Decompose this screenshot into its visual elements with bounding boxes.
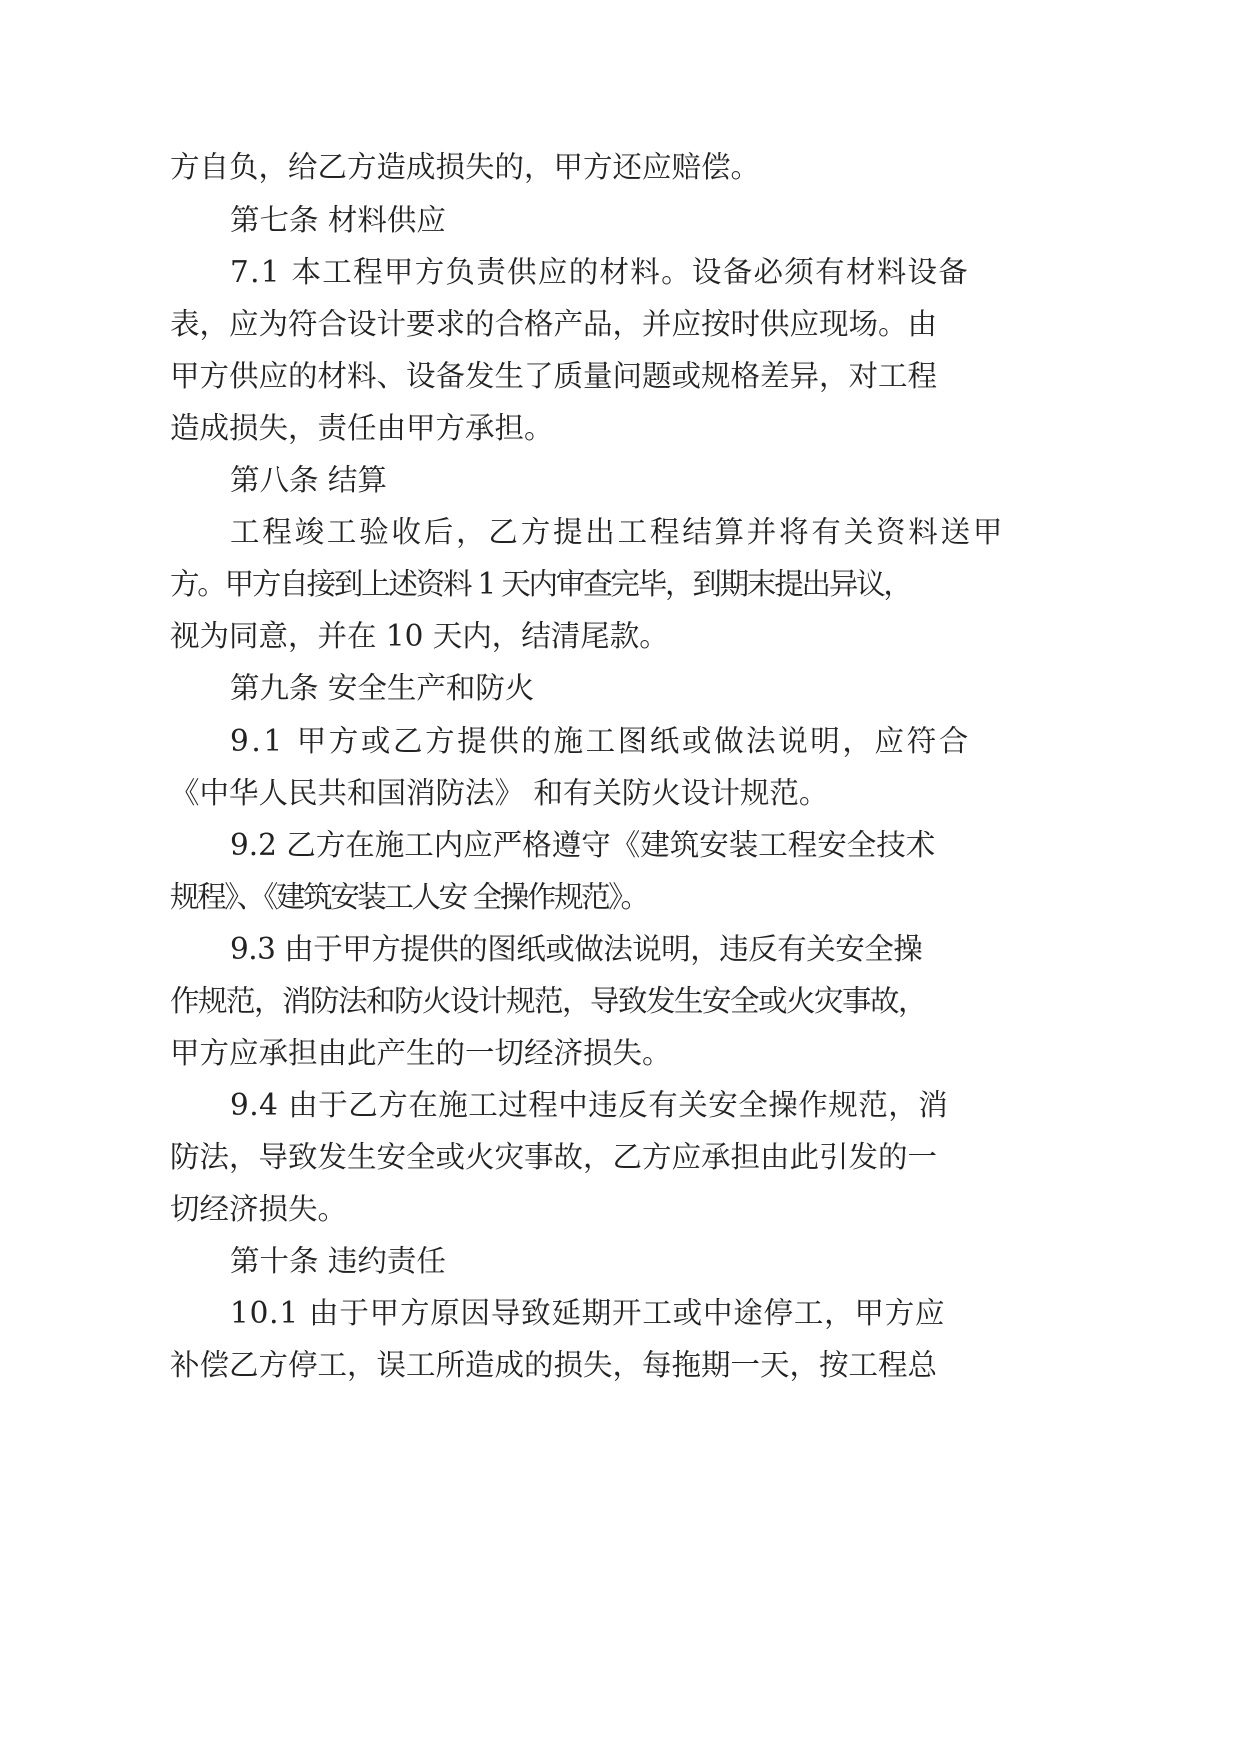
text-line: 9.3 由于甲方提供的图纸或做法说明，违反有关安全操: [230, 932, 923, 966]
text-line: 方。甲方自接到上述资料 1 天内审查完毕，到期末提出异议，: [170, 567, 911, 601]
text-line: 切经济损失。: [170, 1192, 348, 1226]
text-line: 甲方应承担由此产生的一切经济损失。: [170, 1036, 672, 1070]
text-line: 规程》、《建筑安装工人安 全操作规范》。: [170, 880, 648, 914]
text-line: 9.4 由于乙方在施工过程中违反有关安全操作规范，消: [230, 1088, 949, 1122]
text-line: 视为同意，并在 10 天内，结清尾款。: [170, 619, 669, 653]
article-heading: 第七条 材料供应: [230, 203, 446, 237]
article-heading: 第八条 结算: [230, 463, 387, 497]
text-line: 10.1 由于甲方原因导致延期开工或中途停工，甲方应: [230, 1296, 946, 1330]
text-line: 工程竣工验收后，乙方提出工程结算并将有关资料送甲: [230, 515, 1006, 549]
article-heading: 第十条 违约责任: [230, 1244, 446, 1278]
text-line: 作规范，消防法和防火设计规范，导致发生安全或火灾事故，: [170, 984, 927, 1018]
text-line: 7.1 本工程甲方负责供应的材料。设备必须有材料设备: [230, 255, 970, 289]
article-heading: 第九条 安全生产和防火: [230, 671, 535, 705]
text-line: 防法，导致发生安全或火灾事故，乙方应承担由此引发的一: [170, 1140, 938, 1174]
text-line: 补偿乙方停工，误工所造成的损失，每拖期一天，按工程总: [170, 1348, 938, 1382]
text-line: 甲方供应的材料、设备发生了质量问题或规格差异，对工程: [170, 359, 938, 393]
text-line: 方自负，给乙方造成损失的，甲方还应赔偿。: [170, 150, 761, 184]
text-line: 表，应为符合设计要求的合格产品，并应按时供应现场。由: [170, 307, 938, 341]
text-line: 造成损失，责任由甲方承担。: [170, 411, 554, 445]
text-line: 9.2 乙方在施工内应严格遵守《建筑安装工程安全技术: [230, 828, 936, 862]
text-line: 9.1 甲方或乙方提供的施工图纸或做法说明，应符合: [230, 724, 971, 758]
text-line: 《中华人民共和国消防法》 和有关防火设计规范。: [170, 776, 829, 810]
